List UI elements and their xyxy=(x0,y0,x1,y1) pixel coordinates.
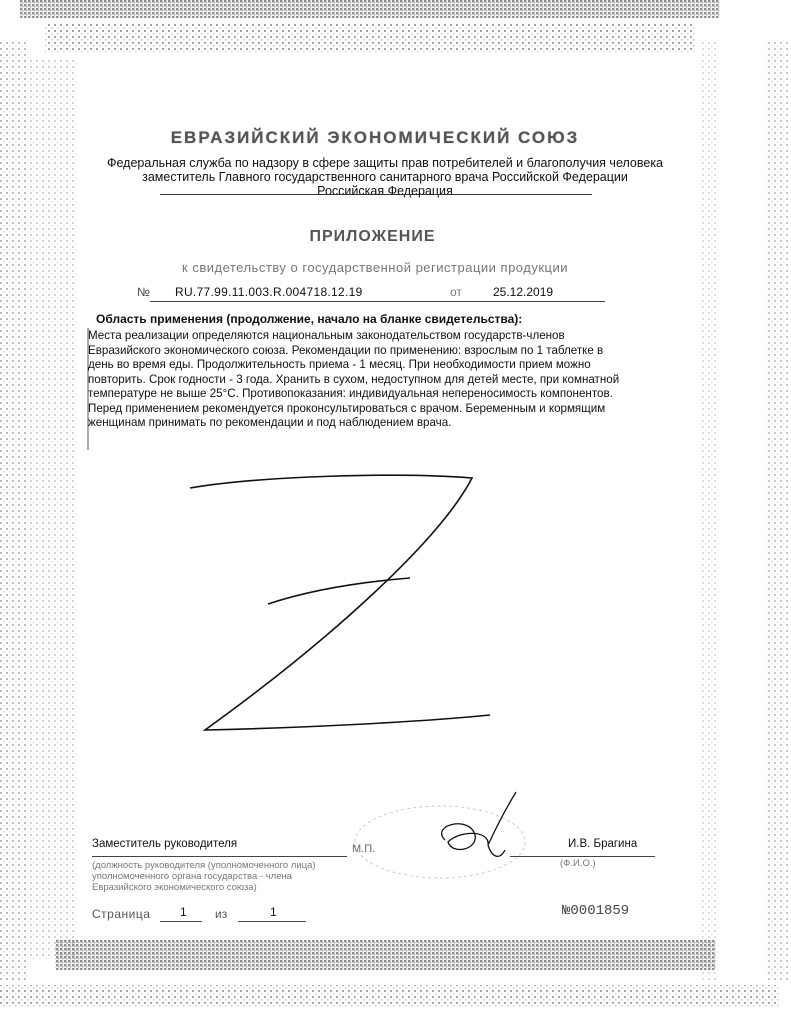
signatory-position: Заместитель руководителя xyxy=(92,838,238,850)
agency-line: Российская Федерация xyxy=(317,184,453,198)
divider xyxy=(160,194,592,195)
scope-line: женщинам принимать по рекомендации и под наблюдением врача. xyxy=(88,416,452,429)
registration-from-label: от xyxy=(450,285,462,299)
registration-number-sign: № xyxy=(137,285,150,299)
z-cancel-mark xyxy=(190,475,490,730)
signatory-caption: (должность руководителя (уполномоченного лица) уполномоченного органа государства - члена Евразийского экономического союза) xyxy=(92,860,316,893)
page-total: 1 xyxy=(270,905,277,919)
signature-mark xyxy=(442,792,516,856)
scope-line: Места реализации определяются национальным законодательством государств-членов xyxy=(88,329,565,342)
name-caption: (Ф.И.О.) xyxy=(560,858,596,869)
agency-block xyxy=(90,156,680,198)
scope-line: Перед применением рекомендуется проконсультироваться с врачом. Беременным и кормящим xyxy=(88,401,606,415)
scope-line: день во время еды. Продолжительность приема - 1 месяц. При необходимости прием можно xyxy=(88,358,591,371)
scope-heading: Область применения (продолжение, начало на бланке свидетельства): xyxy=(96,312,523,326)
divider xyxy=(150,301,605,302)
page-label: Страница xyxy=(92,907,151,921)
agency-line: Федеральная служба по надзору в сфере защиты прав потребителей и благополучия человека xyxy=(106,156,664,170)
annex-subtitle: к свидетельству о государственной регистрации продукции xyxy=(182,260,568,275)
union-title: ЕВРАЗИЙСКИЙ ЭКОНОМИЧЕСКИЙ СОЮЗ xyxy=(170,128,580,147)
page-current: 1 xyxy=(180,905,187,919)
signatory-name: И.В. Брагина xyxy=(568,838,638,850)
divider xyxy=(510,856,655,857)
scope-line: повторить. Срок годности - 3 года. Хранить в сухом, недоступном для детей месте, при комнатной xyxy=(88,372,620,386)
registration-date: 25.12.2019 xyxy=(493,285,554,299)
divider xyxy=(238,921,306,922)
agency-line: заместитель Главного государственного санитарного врача Российской Федерации xyxy=(142,170,628,184)
stamp-outline xyxy=(355,806,525,878)
scope-line: Евразийского экономического союза. Рекомендации по применению: взрослым по 1 таблетке в xyxy=(88,343,604,357)
page-of-label: из xyxy=(215,907,228,921)
divider xyxy=(92,856,347,857)
annex-title: ПРИЛОЖЕНИЕ xyxy=(309,228,436,245)
registration-number: RU.77.99.11.003.R.004718.12.19 xyxy=(175,285,363,299)
serial-number: №0001859 xyxy=(562,903,630,919)
scope-section xyxy=(88,312,660,431)
scope-line: температуре не выше 25°С. Противопоказания: индивидуальная непереносимость компонентов. xyxy=(88,387,613,400)
seal-place-label: М.П. xyxy=(352,843,376,855)
divider xyxy=(160,921,202,922)
scope-text xyxy=(88,329,660,431)
